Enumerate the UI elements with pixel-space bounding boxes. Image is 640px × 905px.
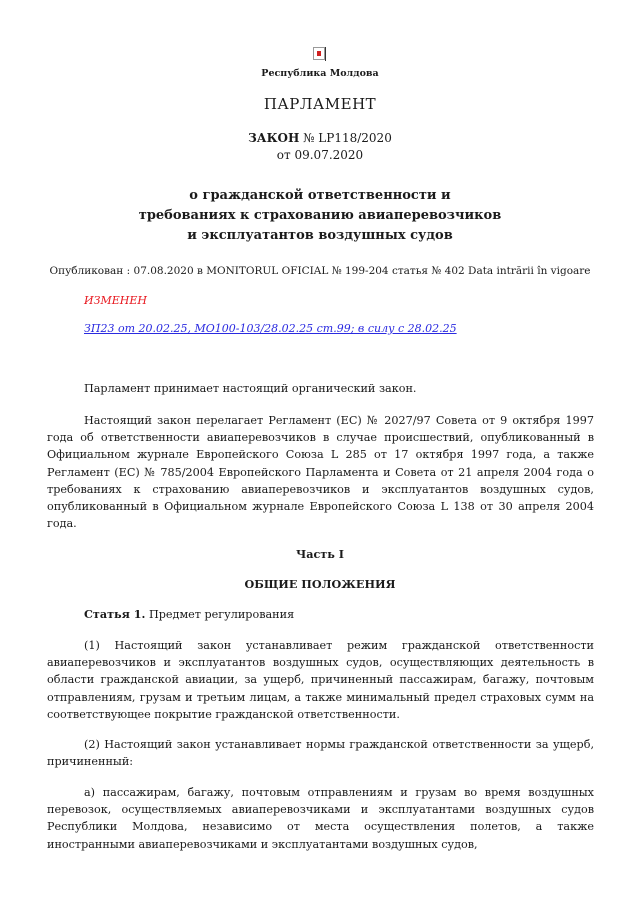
article-1-label: Статья 1. [84,607,146,621]
amendment-link[interactable]: ЗП23 от 20.02.25, МО100-103/28.02.25 ст.99; в силу с 28.02.25 [84,322,457,335]
status-badge: ИЗМЕНЕН [84,294,147,307]
article-1-heading [84,607,294,621]
law-date: от 09.07.2020 [276,148,364,162]
publication-info: Опубликован : 07.08.2020 в MONITORUL OFICIAL № 199-204 статья № 402 Data intrării în vigoare [49,265,591,277]
article-1-title: Предмет регулирования [149,608,295,621]
law-number [0,131,640,145]
article-1-paragraph-1: (1) Настоящий закон устанавливает режим гражданской ответственности авиаперевозчиков и эксплуатантов воздушных судов, осуществляющих деятельность в области гражданской авиации, за ущерб, причиненный пассажирам, багажу, почтовым отправлениям, грузам и третьим лицам, а также минимальный предел страховых сумм на соответствующее покрытие гражданской ответственности. [47,639,594,721]
article-1-item-a: а) пассажирам, багажу, почтовым отправлениям и грузам во время воздушных перевозок, осуществляемых авиаперевозчиками и эксплуатантами воздушных судов Республики Молдова, независимо от места осуществления полетов, а также иностранными авиаперевозчиками и эксплуатантами воздушных судов, [47,786,594,851]
part-label: Часть I [296,547,344,561]
cursor-bar [325,47,326,61]
intro-paragraph: Парламент принимает настоящий органический закон. [84,382,417,395]
broken-image-icon [313,47,325,60]
transposition-paragraph: Настоящий закон перелагает Регламент (ЕС) № 2027/97 Совета от 9 октября 1997 года об ответственности авиаперевозчиков в случае происшествий, опубликованный в Официальном журнале Европейского Союза L 285 от 17 октября 1997 года, а также Регламент (ЕС) № 785/2004 Европейского Парламента и Совета от 21 апреля 2004 года о требованиях к страхованию авиаперевозчиков и эксплуатантов воздушных судов, опубликованный в Официальном журнале Европейского Союза L 138 от 30 апреля 2004 года. [47,414,594,531]
part-title: ОБЩИЕ ПОЛОЖЕНИЯ [244,577,396,591]
law-label: ЗАКОН [248,131,300,145]
article-1-paragraph-2: (2) Настоящий закон устанавливает нормы гражданской ответственности за ущерб, причиненный: [47,738,594,769]
title-line-1: о гражданской ответственности и [189,188,451,203]
title-line-3: и эксплуатантов воздушных судов [187,228,453,243]
law-number-value: № LP118/2020 [303,131,392,145]
parliament-heading: ПАРЛАМЕНТ [263,95,377,113]
law-title [0,186,640,246]
title-line-2: требованиях к страхованию авиаперевозчиков [138,208,502,223]
republic-name: Республика Молдова [261,68,379,79]
